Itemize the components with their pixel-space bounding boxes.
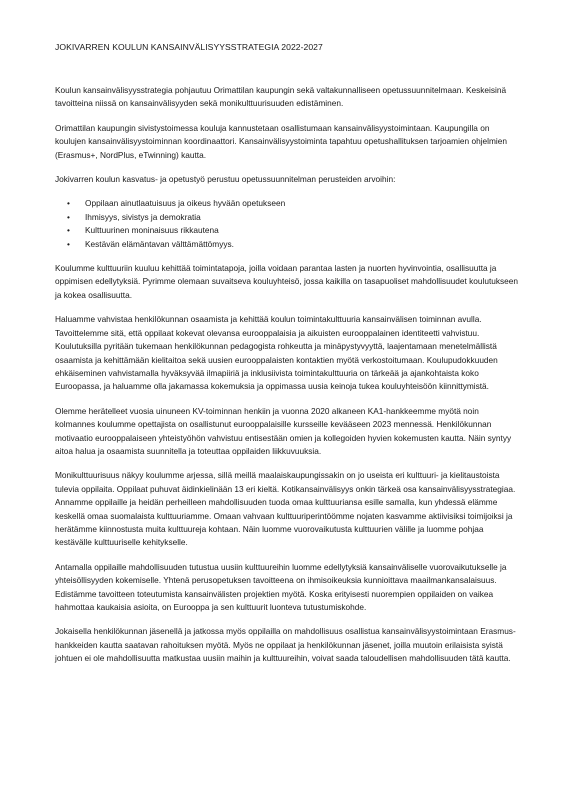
paragraph-strategy-basis: Koulun kansainvälisyysstrategia pohjautuu Orimattilan kaupungin sekä valtakunnalliseen opetussuunnitelmaan. Keskeisinä tavoitteina niissä on kansainvälisyyden sekä monikulttuurisuuden edistäminen. xyxy=(55,85,507,109)
paragraph-erasmus-funding: Jokaisella henkilökunnan jäsenellä ja jatkossa myös oppilailla on mahdollisuus osallistua kansainvälisyystoimintaan Erasmus-hankkeiden kautta saatavan rahoituksen myötä. Myös ne oppilaat ja henkilökunnan jäsenet, joilla muutoin erilaisista syistä johtuen ei ole mahdollisuutta matkustaa uusiin maihin ja kulttuureihin, voivat saada taloudellisen mahdollisuuden tätä kautta. xyxy=(55,626,516,664)
paragraph-ka1-project: Olemme herätelleet vuosia uinuneen KV-toiminnan henkiin ja vuonna 2020 alkaneen KA1-hankkeemme myötä noin kolmannes koulumme opettajista on osallistunut eurooppalaisille kursseille kevääseen 2023 mennessä. Henkilökunnan motivaatio eurooppalaiseen yhteistyöhön vahvistuu entisestään omien ja kollegoiden hyvien kokemusten kautta. Näin syntyy aitoa halua ja osaamista suunnitella ja toteuttaa oppilaiden liikkuvuuksia. xyxy=(55,405,512,456)
paragraph-values-intro: Jokivarren koulun kasvatus- ja opetustyö perustuu opetussuunnitelman perusteiden arvoihin: xyxy=(55,174,396,185)
values-list-item xyxy=(55,211,520,224)
bullet-icon: • xyxy=(67,225,70,236)
paragraph-staff-development: Haluamme vahvistaa henkilökunnan osaamista ja kehittää koulun toimintakulttuuria kansainvälisen toiminnan avulla. Tavoittelemme sitä, että oppilaat kokevat olevansa eurooppalaisia ja aikuisten eurooppalainen identiteetti vahvistuu. Koulutuksilla pyritään tukemaan henkilökunnan pedagogista rohkeutta ja minäpystyvyyttä, laajentamaan menetelmällistä osaamista ja kehittämään kielitaitoa sekä uusien eurooppalaisten kontaktien myötä verkostoitumaan. Koulupudokkuuden ehkäiseminen vahvistamalla hyväksyvää ilmapiiriä ja inklusiivista toimintakulttuuria on tärkeää ja ajankohtaista koko Euroopassa, ja haluamme olla jakamassa kokemuksia ja oppimassa uusia keinoja tukea kouluyhteisöön kiinnittymistä. xyxy=(55,314,498,392)
paragraph-city-support: Orimattilan kaupungin sivistystoimessa kouluja kannustetaan osallistumaan kansainvälisyystoimintaan. Kaupungilla on koulujen kansainvälisyystoiminnan koordinaattori. Kansainvälisyystoiminta tapahtuu opetushallituksen tarjoamien ohjelmien (Erasmus+, NordPlus, eTwinning) kautta. xyxy=(55,122,507,160)
values-list-item xyxy=(55,224,520,237)
values-list xyxy=(55,197,520,251)
values-list-item xyxy=(55,197,520,210)
document-title: JOKIVARREN KOULUN KANSAINVÄLISYYSSTRATEGIA 2022-2027 xyxy=(55,42,323,52)
paragraph-school-culture: Koulumme kulttuuriin kuuluu kehittää toimintatapoja, joilla voidaan parantaa lasten ja nuorten hyvinvointia, osallisuutta ja oppimisen edellytyksiä. Pyrimme olemaan suvaitseva kouluyhteisö, jossa kaikilla on tasapuoliset mahdollisuudet koulutukseen ja kokea osallisuutta. xyxy=(55,263,519,300)
paragraph-global-citizenship: Antamalla oppilaille mahdollisuuden tutustua uusiin kulttuureihin luomme edellytyksiä kansainväliselle vuorovaikutukselle ja yhteisöllisyyden kokemiselle. Yhtenä perusopetuksen tavoitteena on ihmisoikeuksia kunnioittava maailmankansalaisuus. Edistämme tavoitteen toteutumista kansainvälisten projektien myötä. Koska erityisesti nuorempien oppilaiden on vaikea hahmottaa kaukaisia asioita, on Eurooppa ja sen kulttuurit luonteva tutustumiskohde. xyxy=(55,561,507,612)
values-list-item-text: Ihmisyys, sivistys ja demokratia xyxy=(85,211,201,222)
bullet-icon: • xyxy=(67,198,70,209)
values-list-item xyxy=(55,238,520,251)
values-list-item-text: Kulttuurinen moninaisuus rikkautena xyxy=(85,225,219,236)
bullet-icon: • xyxy=(67,211,70,222)
bullet-icon: • xyxy=(67,238,70,249)
values-list-item-text: Kestävän elämäntavan välttämättömyys. xyxy=(85,238,234,249)
paragraph-multiculturalism: Monikulttuurisuus näkyy koulumme arjessa, sillä meillä maalaiskaupungissakin on jo useista eri kulttuuri- ja kielitaustoista tulevia oppilaita. Oppilaat puhuvat äidinkielinään 13 eri kieltä. Kotikansainvälisyys onkin tärkeä osa kansainvälisyysstrategiaa. Annamme oppilaille ja heidän perheilleen mahdollisuuden tuoda omaa kulttuuriansa esille samalla, kun yhdessä elämme keskellä omaa suomalaista kulttuuriamme. Omaan vahvaan kulttuuriperintöömme nojaten kasvamme aktiivisiksi toimijoiksi ja herätämme kiinnostusta muita kulttuureja kohtaan. Näin luomme vuorovaikutusta kulttuurien välille ja luomme pohjaa kestävälle kulttuuriselle kehitykselle. xyxy=(55,470,516,548)
values-list-item-text: Oppilaan ainutlaatuisuus ja oikeus hyvään opetukseen xyxy=(85,198,286,209)
document-body xyxy=(55,41,520,677)
